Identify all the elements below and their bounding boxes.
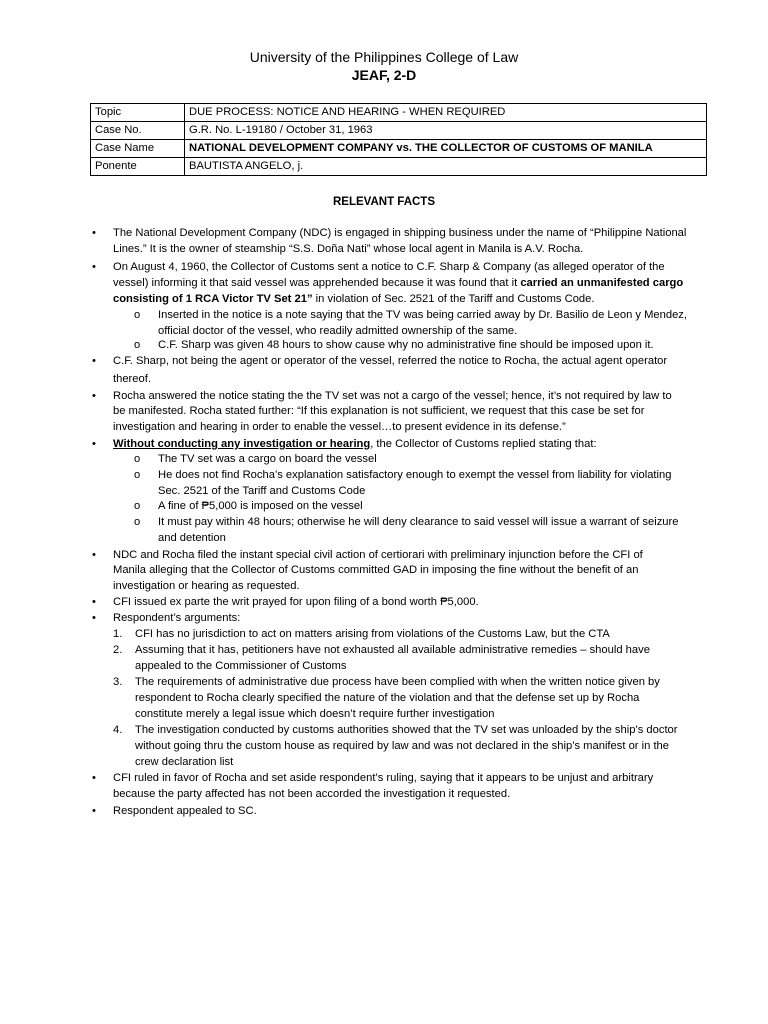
sub-bullet-marker: o xyxy=(134,469,141,481)
text-line xyxy=(113,562,638,578)
bullet-marker: • xyxy=(92,612,96,624)
text-run: C.F. Sharp was given 48 hours to show cause why no administrative fine should be imposed upon it. xyxy=(158,339,654,351)
bullet-marker: • xyxy=(92,549,96,561)
text-run: The requirements of administrative due process have been complied with when the written notice given by xyxy=(135,676,660,688)
text-run: The National Development Company (NDC) is engaged in shipping business under the name of “Philippine National xyxy=(113,227,687,239)
bullet-marker: • xyxy=(92,596,96,608)
text-run: without going thru the custom house as required by law and was not declared in the ship’s manifest or in the xyxy=(135,740,669,752)
text-line xyxy=(113,578,300,594)
text-run: Inserted in the notice is a note saying that the TV was being carried away by Dr. Basilio de Leon y Mendez, xyxy=(158,309,688,321)
text-run: Rocha answered the notice stating the the TV set was not a cargo of the vessel; hence, it’s not required by law to xyxy=(113,390,672,402)
text-line xyxy=(113,547,643,563)
bullet-marker: • xyxy=(92,227,96,239)
text-line xyxy=(135,738,669,754)
bullet-marker: • xyxy=(92,772,96,784)
bullet-marker: • xyxy=(92,805,96,817)
text-run: It must pay within 48 hours; otherwise he will deny clearance to said vessel will issue a warrant of seizure xyxy=(158,516,679,528)
text-line xyxy=(135,642,650,658)
text-run: CFI issued ex parte the writ prayed for upon filing of a bond worth ₱5,000. xyxy=(113,596,479,608)
text-run: thereof. xyxy=(113,373,151,385)
text-run: Without conducting any investigation or hearing xyxy=(113,438,371,450)
text-line xyxy=(158,514,678,530)
number-marker: 3. xyxy=(113,676,123,688)
text-line xyxy=(158,530,226,546)
text-run: respondent to Rocha clearly specified the nature of the violation and that the defense set up by Rocha xyxy=(135,692,640,704)
text-run: appealed to the Commissioner of Customs xyxy=(135,660,347,672)
sub-bullet-marker: o xyxy=(134,339,141,351)
sub-bullet-marker: o xyxy=(134,453,141,465)
text-run: CFI has no jurisdiction to act on matters arising from violations of the Customs Law, but the CTA xyxy=(135,628,610,640)
text-run: Sec. 2521 of the Tariff and Customs Code xyxy=(158,485,366,497)
sub-bullet-marker: o xyxy=(134,500,141,512)
info-row xyxy=(91,104,707,122)
text-run: CFI ruled in favor of Rocha and set aside respondent’s ruling, saying that it appears to be unjust and arbitrary xyxy=(113,772,654,784)
text-line xyxy=(113,419,566,435)
case-info-table xyxy=(90,103,707,176)
text-line xyxy=(113,610,240,626)
sub-bullet-marker: o xyxy=(134,516,141,528)
text-run: carried an unmanifested cargo xyxy=(520,277,684,289)
number-marker: 1. xyxy=(113,628,123,640)
school-heading: University of the Philippines College of Law xyxy=(249,49,519,65)
text-line xyxy=(135,706,494,722)
text-line xyxy=(158,483,365,499)
text-run: C.F. Sharp, not being the agent or operator of the vessel, referred the notice to Rocha, the actual agent operator xyxy=(113,355,668,367)
info-key: Case No. xyxy=(91,122,185,140)
text-run: The investigation conducted by customs authorities showed that the TV set was unloaded by the ship’s doctor xyxy=(135,724,678,736)
info-value: DUE PROCESS: NOTICE AND HEARING - WHEN REQUIRED xyxy=(185,104,707,122)
text-line xyxy=(113,594,479,610)
bullet-marker: • xyxy=(92,438,96,450)
text-run: Manila alleging that the Collector of Customs committed GAD in imposing the fine without the benefit of an xyxy=(113,564,639,576)
text-line xyxy=(135,658,346,674)
text-run: official doctor of the vessel, who readily admitted ownership of the same. xyxy=(158,325,518,337)
text-line xyxy=(113,371,151,387)
text-line xyxy=(158,451,377,467)
text-run: constitute merely a legal issue which doesn’t require further investigation xyxy=(135,708,495,720)
info-key: Case Name xyxy=(91,140,185,158)
info-key: Topic xyxy=(91,104,185,122)
info-row xyxy=(91,122,707,140)
text-line xyxy=(158,467,671,483)
text-run: in violation of Sec. 2521 of the Tariff and Customs Code. xyxy=(312,293,595,305)
text-run: A fine of ₱5,000 is imposed on the vessel xyxy=(158,500,363,512)
info-value: NATIONAL DEVELOPMENT COMPANY vs. THE COLLECTOR OF CUSTOMS OF MANILA xyxy=(185,140,707,158)
text-line xyxy=(135,674,660,690)
bullet-marker: • xyxy=(92,261,96,273)
info-value: G.R. No. L-19180 / October 31, 1963 xyxy=(185,122,707,140)
text-line xyxy=(113,803,257,819)
text-line xyxy=(113,291,595,307)
text-run: Respondent’s arguments: xyxy=(113,612,241,624)
text-line xyxy=(135,690,639,706)
text-line xyxy=(113,275,683,291)
number-marker: 4. xyxy=(113,724,123,736)
info-row xyxy=(91,140,707,158)
text-line xyxy=(113,770,653,786)
text-line xyxy=(113,436,597,452)
text-line xyxy=(113,241,583,257)
info-row xyxy=(91,158,707,176)
number-marker: 2. xyxy=(113,644,123,656)
text-run: Lines.” It is the owner of steamship “S.S. Doña Nati” whose local agent in Manila is A.V. Rocha. xyxy=(113,243,584,255)
text-run: NDC and Rocha filed the instant special civil action of certiorari with preliminary injunction before the CFI of xyxy=(113,549,643,561)
class-heading: JEAF, 2-D xyxy=(351,67,417,83)
text-run: He does not find Rocha’s explanation satisfactory enough to exempt the vessel from liability for violating xyxy=(158,469,672,481)
sub-bullet-marker: o xyxy=(134,309,141,321)
text-run: because the party affected has not been accorded the investigation it requested. xyxy=(113,788,511,800)
info-key: Ponente xyxy=(91,158,185,176)
bullet-marker: • xyxy=(92,355,96,367)
text-line xyxy=(113,353,667,369)
text-line xyxy=(135,722,678,738)
text-run: investigation and hearing in order to enable the vessel…to present evidence in its defense.” xyxy=(113,421,566,433)
text-line xyxy=(135,754,233,770)
text-run: crew declaration list xyxy=(135,756,234,768)
text-line xyxy=(113,259,665,275)
text-line xyxy=(158,307,687,323)
text-run: vessel) informing it that said vessel was apprehended because it was found that it xyxy=(113,277,521,289)
text-line xyxy=(113,388,672,404)
section-title: RELEVANT FACTS xyxy=(332,196,435,208)
text-run: Assuming that it has, petitioners have not exhausted all available administrative remedies – should have xyxy=(135,644,650,656)
text-run: be manifested. Rocha stated further: “If this explanation is not sufficient, we request that this case be set for xyxy=(113,405,645,417)
text-line xyxy=(113,786,510,802)
info-value: BAUTISTA ANGELO, j. xyxy=(185,158,707,176)
text-run: Respondent appealed to SC. xyxy=(113,805,257,817)
text-run: , the Collector of Customs replied stating that: xyxy=(370,438,597,450)
text-run: and detention xyxy=(158,532,226,544)
bullet-marker: • xyxy=(92,390,96,402)
text-run: The TV set was a cargo on board the vessel xyxy=(158,453,377,465)
text-line xyxy=(113,403,645,419)
text-line xyxy=(135,626,610,642)
text-run: On August 4, 1960, the Collector of Customs sent a notice to C.F. Sharp & Company (as alleged operator of the xyxy=(113,261,665,273)
text-line xyxy=(113,225,686,241)
text-run: consisting of 1 RCA Victor TV Set 21” xyxy=(113,293,313,305)
text-run: investigation or hearing as requested. xyxy=(113,580,300,592)
text-line xyxy=(158,498,363,514)
text-line xyxy=(158,337,654,353)
